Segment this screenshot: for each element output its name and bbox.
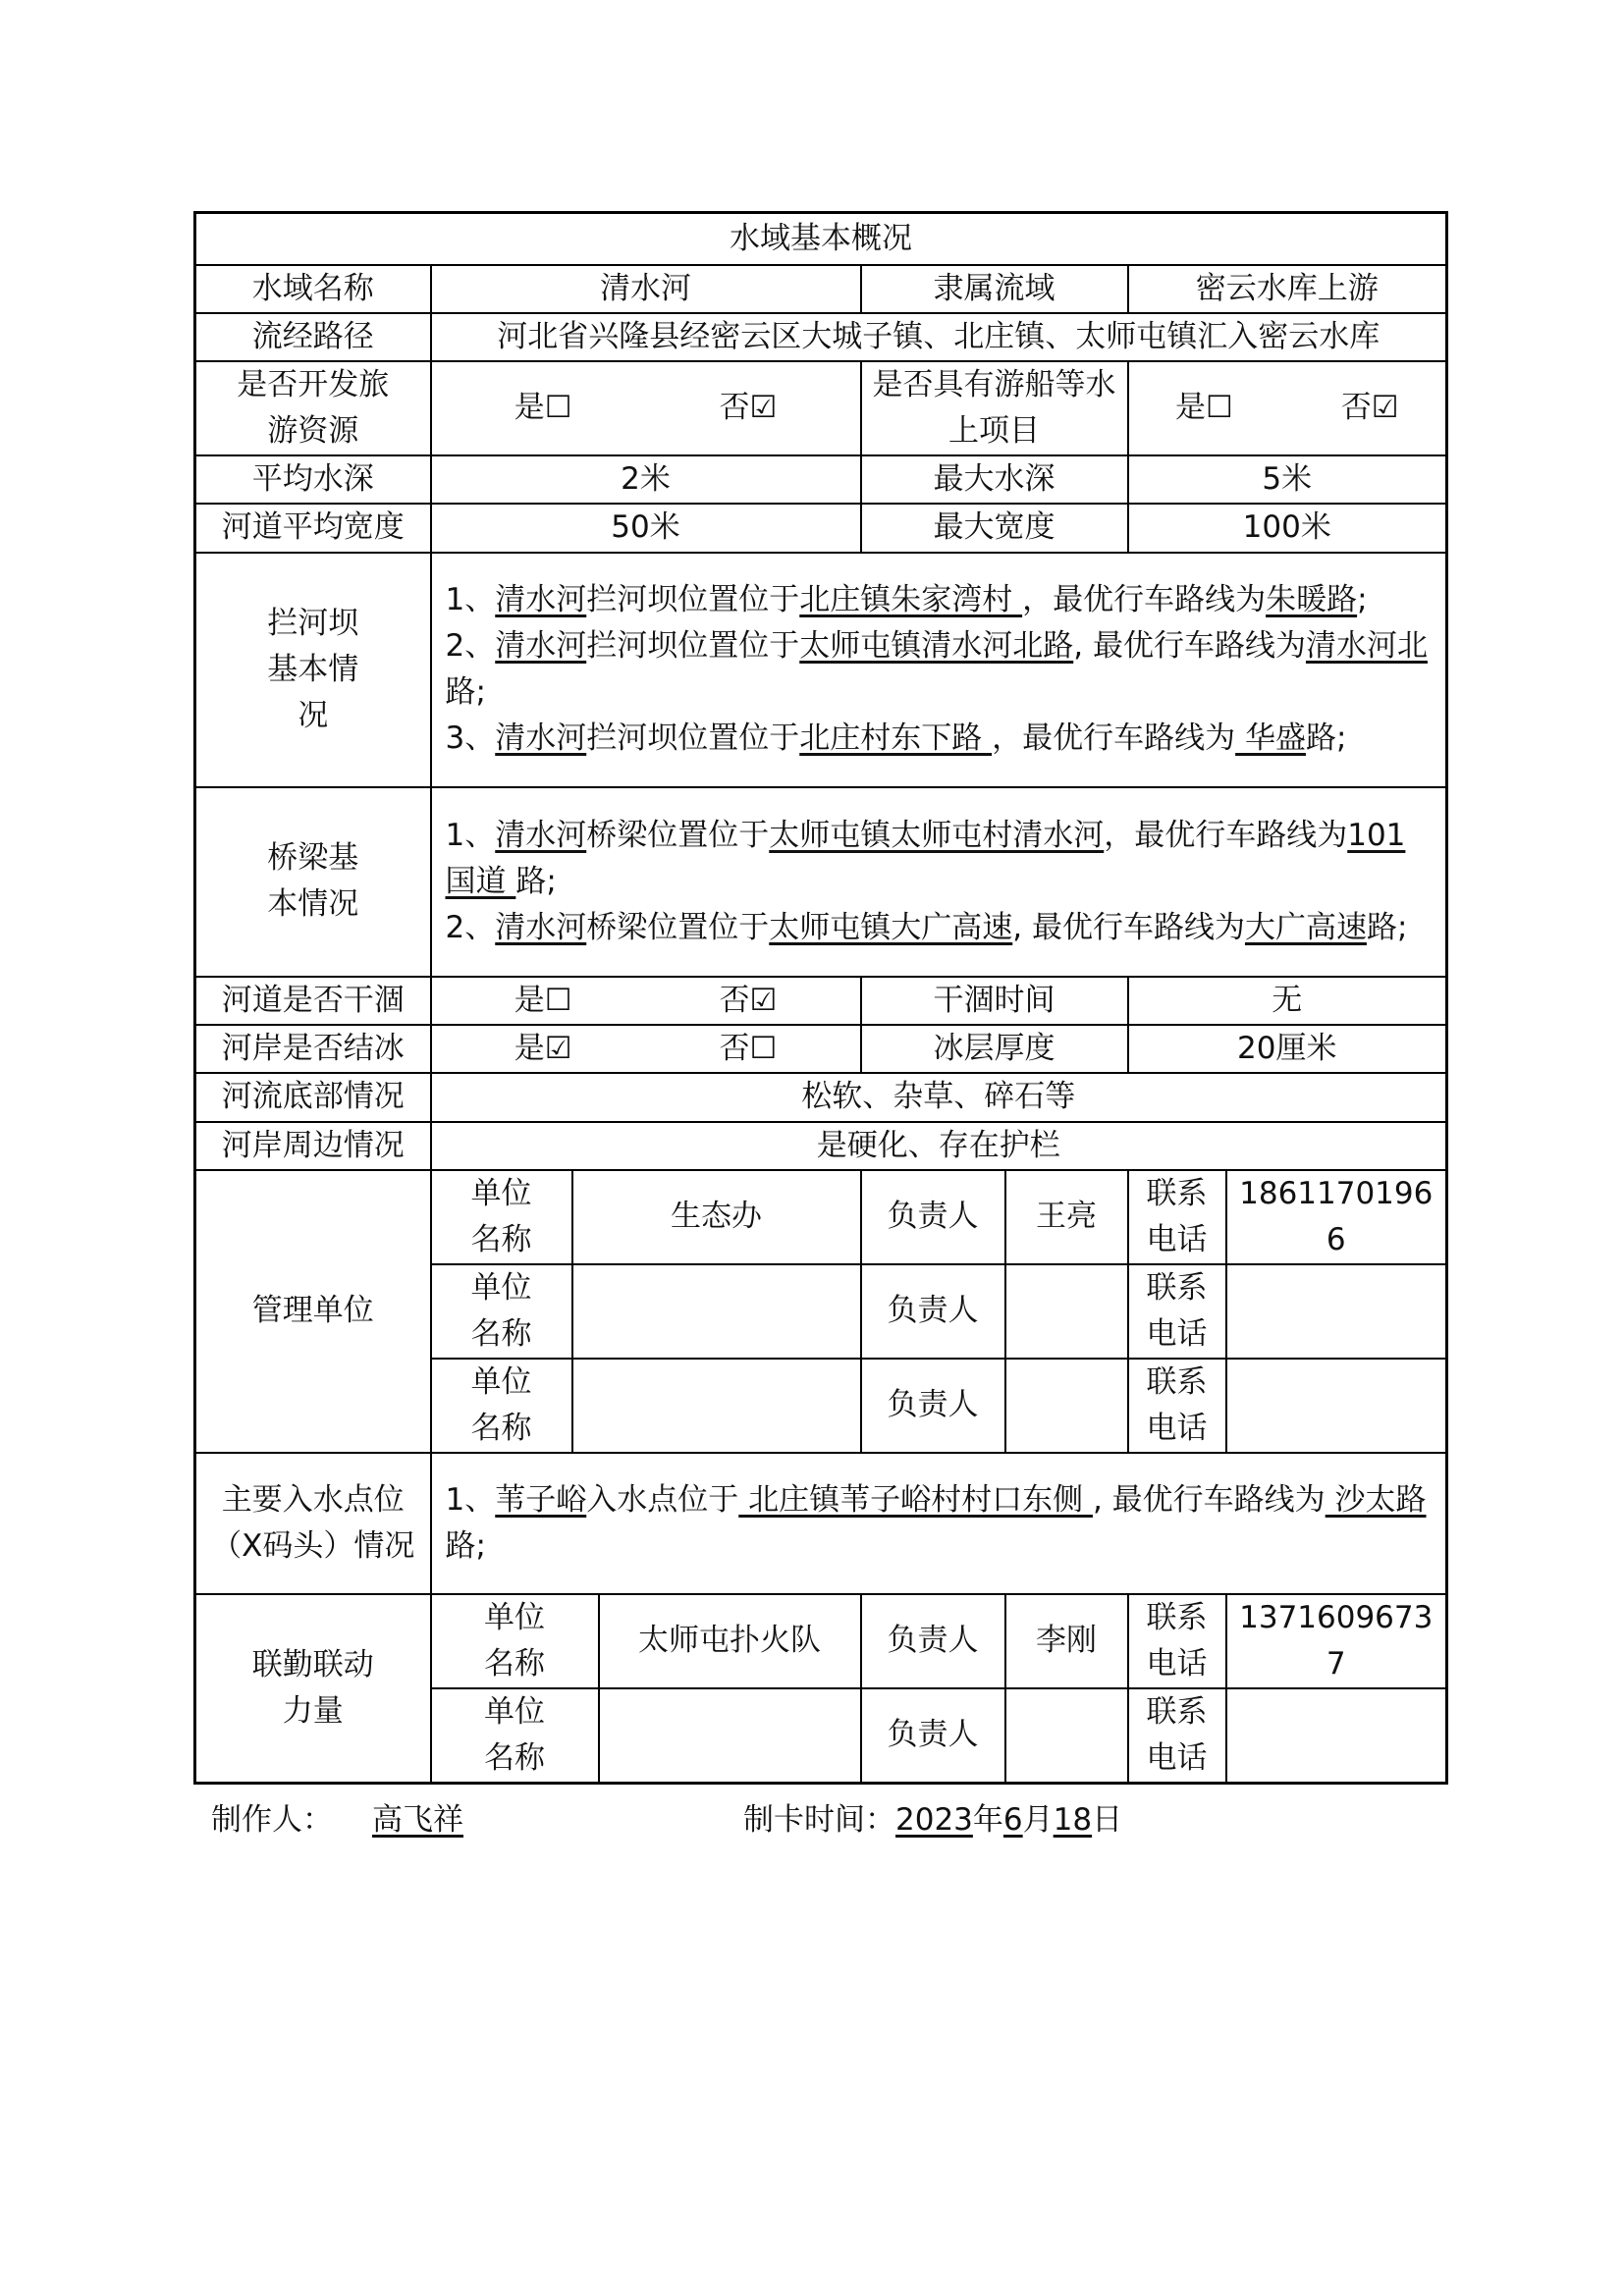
maker-name: 高飞祥 [372,1802,463,1838]
boat-yes-checkbox[interactable]: 是☐ [1174,390,1233,425]
ice-choice [431,1025,861,1073]
text: 3、 [445,721,496,756]
person: 李刚 [1005,1594,1128,1688]
route: 河北省兴隆县经密云区大城子镇、北庄镇、太师屯镇汇入密云水库 [431,313,1447,361]
label: 隶属流域 [861,265,1128,313]
dry-choice [431,977,861,1025]
link-row [195,1594,1447,1688]
bridge-info [431,787,1447,977]
underlined-text: 太师屯镇大广高速 [769,909,1013,945]
underlined-text: 101国道 [445,817,1406,899]
ice-no-checkbox[interactable]: 否☐ [719,1030,778,1066]
paragraph [446,577,1436,623]
underlined-text: 清水河 [495,817,587,853]
basin: 密云水库上游 [1128,265,1447,313]
label: 河道平均宽度 [195,504,431,553]
avg-depth: 2米 [431,455,861,504]
phone-label: 联系电话 [1128,1170,1226,1264]
phone [1226,1359,1447,1453]
person-label: 负责人 [861,1359,1005,1453]
unit-name: 太师屯扑火队 [599,1594,861,1688]
text: 拦河坝位置位于 [586,721,800,756]
mgmt-row [195,1170,1447,1264]
text: 2、 [445,628,496,664]
label: 河岸周边情况 [195,1122,431,1170]
unit-label: 单位名称 [431,1264,572,1359]
text: 1、 [445,582,496,617]
label: 河道是否干涸 [195,977,431,1025]
paragraph [446,813,1436,905]
label: 主要入水点位（X码头）情况 [195,1453,431,1594]
underlined-text: 太师屯镇清水河北路 [799,628,1074,664]
ice-thickness: 20厘米 [1128,1025,1447,1073]
text: 拦河坝位置位于 [586,582,800,617]
label: 干涸时间 [861,977,1128,1025]
underlined-text: 朱暖路 [1266,582,1358,617]
underlined-text: 太师屯镇太师屯村清水河 [769,817,1105,853]
text: 1、 [445,1481,496,1518]
phone-label: 联系电话 [1128,1264,1226,1359]
phone-label: 联系电话 [1128,1359,1226,1453]
phone: 18611701966 [1226,1170,1447,1264]
person [1005,1688,1128,1784]
label: 是否具有游船等水上项目 [861,361,1128,455]
underlined-text: 大广高速 [1244,909,1367,945]
text: 2、 [445,909,496,945]
unit-label: 单位名称 [431,1359,572,1453]
table-title: 水域基本概况 [195,213,1447,265]
text: 路; [445,674,486,710]
underlined-text: 清水河 [495,909,587,945]
person-label: 负责人 [861,1688,1005,1784]
dry-no-checkbox[interactable]: 否☑ [719,982,778,1018]
card-date [743,1794,1122,1839]
person: 王亮 [1005,1170,1128,1264]
label: 河流底部情况 [195,1073,431,1122]
underlined-text: 苇子峪 [495,1481,587,1518]
unit-name [572,1264,861,1359]
unit-name [599,1688,861,1784]
label: 联勤联动力量 [195,1594,431,1784]
label: 桥梁基本情况 [195,787,431,977]
label: 平均水深 [195,455,431,504]
water-overview-table [193,211,1448,1785]
underlined-text: 北庄镇苇子峪村村口东侧 [738,1481,1093,1518]
label: 管理单位 [195,1170,431,1453]
text: ，最优行车路线为 [992,721,1236,756]
unit-name: 生态办 [572,1170,861,1264]
person-label: 负责人 [861,1594,1005,1688]
day-unit: 日 [1092,1802,1123,1838]
label: 流经路径 [195,313,431,361]
label: 是否开发旅游资源 [195,361,431,455]
underlined-text: 清水河 [495,582,587,617]
dam-info [431,553,1447,787]
max-width: 100米 [1128,504,1447,553]
year: 2023 [895,1802,973,1838]
unit-label: 单位名称 [431,1170,572,1264]
unit-label: 单位名称 [431,1688,599,1784]
label: 水域名称 [195,265,431,313]
underlined-text: 清水河北 [1305,628,1428,664]
phone-label: 联系电话 [1128,1594,1226,1688]
year-unit: 年 [972,1802,1003,1838]
avg-width: 50米 [431,504,861,553]
label: 河岸是否结冰 [195,1025,431,1073]
underlined-text: 华盛 [1235,721,1306,756]
phone [1226,1688,1447,1784]
phone-label: 联系电话 [1128,1688,1226,1784]
tourism-yes-checkbox[interactable]: 是☐ [514,390,572,425]
month-unit: 月 [1022,1802,1054,1838]
person [1005,1359,1128,1453]
text: 路; [1366,909,1408,945]
text: ; [1357,582,1368,617]
phone [1226,1264,1447,1359]
underlined-text: 北庄镇朱家湾村 [799,582,1023,617]
text: , 最优行车路线为 [1092,1481,1326,1518]
text: 桥梁位置位于 [586,909,770,945]
text: 拦河坝位置位于 [586,628,800,664]
ice-yes-checkbox[interactable]: 是☑ [514,1030,572,1066]
water-name: 清水河 [431,265,861,313]
label: 最大宽度 [861,504,1128,553]
river-bank: 是硬化、存在护栏 [431,1122,1447,1170]
day: 18 [1053,1802,1093,1838]
tourism-no-checkbox[interactable]: 否☑ [719,390,778,425]
max-depth: 5米 [1128,455,1447,504]
maker-label: 制作人： [211,1802,333,1838]
phone: 13716096737 [1226,1594,1447,1688]
text: 桥梁位置位于 [586,817,770,853]
text: 路; [445,1527,486,1564]
text: 路; [1305,721,1347,756]
tourism-choice [431,361,861,455]
person [1005,1264,1128,1359]
river-bottom: 松软、杂草、碎石等 [431,1073,1447,1122]
paragraph [446,905,1436,951]
maker [211,1794,517,1839]
text: ，最优行车路线为 [1022,582,1267,617]
underlined-text: 沙太路 [1325,1481,1427,1518]
label: 拦河坝基本情况 [195,553,431,787]
paragraph [446,623,1436,716]
unit-name [572,1359,861,1453]
entry-info [431,1453,1447,1594]
month: 6 [1002,1802,1023,1838]
unit-label: 单位名称 [431,1594,599,1688]
dry-yes-checkbox[interactable]: 是☐ [514,982,572,1018]
person-label: 负责人 [861,1170,1005,1264]
underlined-text: 清水河 [495,721,587,756]
text: , 最优行车路线为 [1073,628,1306,664]
boat-no-checkbox[interactable]: 否☑ [1340,390,1399,425]
dry-time: 无 [1128,977,1447,1025]
text: , 最优行车路线为 [1012,909,1245,945]
paragraph [446,1477,1436,1570]
text: 1、 [445,817,496,853]
label: 冰层厚度 [861,1025,1128,1073]
label: 最大水深 [861,455,1128,504]
text: ，最优行车路线为 [1104,817,1348,853]
text: 路; [515,863,557,899]
underlined-text: 清水河 [495,628,587,664]
boat-choice [1128,361,1447,455]
text: 入水点位于 [586,1481,739,1518]
date-label: 制卡时间： [743,1802,895,1838]
person-label: 负责人 [861,1264,1005,1359]
underlined-text: 北庄村东下路 [799,721,993,756]
paragraph [446,716,1436,762]
